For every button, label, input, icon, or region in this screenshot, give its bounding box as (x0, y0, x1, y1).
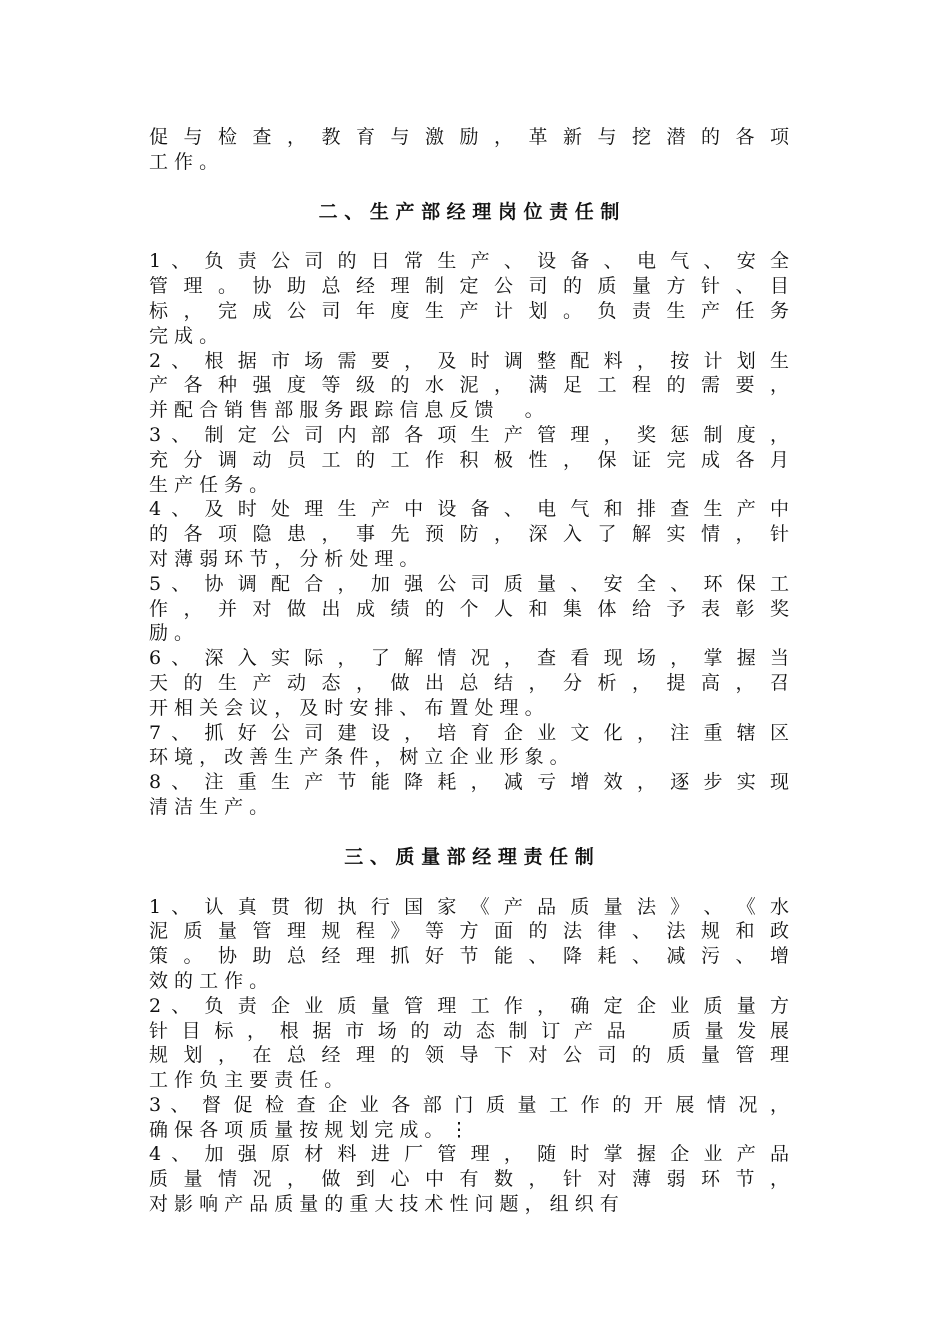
spacer (149, 224, 789, 249)
text-line: 5 、 协 调 配 合 ， 加 强 公 司 质 量 、 安 全 、 环 保 工 (149, 572, 789, 595)
spacer (149, 820, 789, 845)
paragraph-p1 (149, 249, 789, 348)
text-line: 开 相 关 会 议 ， 及 时 安 排 、 布 置 处 理 。 (149, 696, 544, 719)
paragraph-p12 (149, 1142, 789, 1216)
text-line: 4 、 加 强 原 材 料 进 厂 管 理 ， 随 时 掌 握 企 业 产 品 (149, 1143, 789, 1166)
text-line: 完 成 。 (149, 324, 219, 347)
text-line: 2 、 负 责 企 业 质 量 管 理 工 作 ， 确 定 企 业 质 量 方 (149, 994, 789, 1017)
text-line: 2 、 根 据 市 场 需 要 ， 及 时 调 整 配 料 ， 按 计 划 生 (149, 349, 789, 372)
paragraph-p5 (149, 572, 789, 646)
paragraph-p3 (149, 423, 789, 497)
text-line: 的 各 项 隐 患 ， 事 先 预 防 ， 深 入 了 解 实 情 ， 针 (149, 523, 789, 546)
text-line: 策 。 协 助 总 经 理 抓 好 节 能 、 降 耗 、 减 污 、 增 (149, 945, 789, 968)
text-line: 产 各 种 强 度 等 级 的 水 泥 ， 满 足 工 程 的 需 要 ， (149, 374, 789, 397)
text-line: 生 产 任 务 。 (149, 473, 269, 496)
text-line: 6 、 深 入 实 际 ， 了 解 情 况 ， 查 看 现 场 ， 掌 握 当 (149, 647, 789, 670)
paragraph-p7 (149, 721, 789, 771)
text-line: 作 ， 并 对 做 出 成 绩 的 个 人 和 集 体 给 予 表 彰 奖 (149, 597, 789, 620)
spacer (149, 870, 789, 895)
text-line: 7 、 抓 好 公 司 建 设 ， 培 育 企 业 文 化 ， 注 重 辖 区 (149, 721, 789, 744)
text-line: 3 、 督 促 检 查 企 业 各 部 门 质 量 工 作 的 开 展 情 况 ， (149, 1093, 789, 1116)
text-line: 确 保 各 项 质 量 按 规 划 完 成 。 ⋮ (149, 1118, 469, 1141)
text-line: 促 与 检 查 ， 教 育 与 激 励 ， 革 新 与 挖 潜 的 各 项 (149, 126, 789, 148)
text-line: 4 、 及 时 处 理 生 产 中 设 备 、 电 气 和 排 查 生 产 中 (149, 498, 789, 521)
paragraph-p11 (149, 1093, 789, 1143)
text-line: 管 理 。 协 助 总 经 理 制 定 公 司 的 质 量 方 针 、 目 (149, 275, 789, 298)
text-line: 励 。 (149, 622, 194, 645)
paragraph-p0 (149, 125, 789, 175)
text-line: 泥 质 量 管 理 规 程 》 等 方 面 的 法 律 、 法 规 和 政 (149, 920, 789, 943)
section-heading: 二 、 生 产 部 经 理 岗 位 责 任 制 (318, 200, 620, 223)
paragraph-p6 (149, 646, 789, 720)
paragraph-p2 (149, 349, 789, 423)
text-line: 并 配 合 销 售 部 服 务 跟 踪 信 息 反 馈 。 (149, 399, 544, 422)
document-body (149, 125, 789, 1217)
text-line: 1 、 认 真 贯 彻 执 行 国 家 《 产 品 质 量 法 》 、 《 水 (149, 895, 789, 918)
text-line: 质 量 情 况 ， 做 到 心 中 有 数 ， 针 对 薄 弱 环 节 ， (149, 1168, 789, 1191)
text-line: 规 划 ， 在 总 经 理 的 领 导 下 对 公 司 的 质 量 管 理 (149, 1044, 789, 1067)
text-line: 环 境 ， 改 善 生 产 条 件 ， 树 立 企 业 形 象 。 (149, 746, 569, 769)
section-heading: 三 、 质 量 部 经 理 责 任 制 (344, 845, 594, 868)
text-line: 工 作 负 主 要 责 任 。 (149, 1069, 344, 1092)
text-line: 效 的 工 作 。 (149, 969, 269, 992)
text-line: 天 的 生 产 动 态 ， 做 出 总 结 ， 分 析 ， 提 高 ， 召 (149, 671, 789, 694)
paragraph-p9 (149, 895, 789, 994)
text-line: 对 影 响 产 品 质 量 的 重 大 技 术 性 问 题 ， 组 织 有 (149, 1193, 619, 1216)
text-line: 清 洁 生 产 。 (149, 795, 269, 818)
text-line: 8 、 注 重 生 产 节 能 降 耗 ， 减 亏 增 效 ， 逐 步 实 现 (149, 771, 789, 794)
paragraph-p10 (149, 994, 789, 1093)
text-line: 1 、 负 责 公 司 的 日 常 生 产 、 设 备 、 电 气 、 安 全 (149, 250, 789, 273)
text-line: 3 、 制 定 公 司 内 部 各 项 生 产 管 理 ， 奖 惩 制 度 ， (149, 423, 789, 446)
text-line: 工 作 。 (149, 150, 219, 173)
text-line: 充 分 调 动 员 工 的 工 作 积 极 性 ， 保 证 完 成 各 月 (149, 448, 789, 471)
spacer (149, 175, 789, 200)
text-line: 对 薄 弱 环 节 ， 分 析 处 理 。 (149, 547, 419, 570)
paragraph-p8 (149, 770, 789, 820)
text-line: 标 ， 完 成 公 司 年 度 生 产 计 划 。 负 责 生 产 任 务 (149, 299, 789, 322)
paragraph-p4 (149, 497, 789, 571)
text-line: 针 目 标 ， 根 据 市 场 的 动 态 制 订 产 品 质 量 发 展 (149, 1019, 789, 1042)
